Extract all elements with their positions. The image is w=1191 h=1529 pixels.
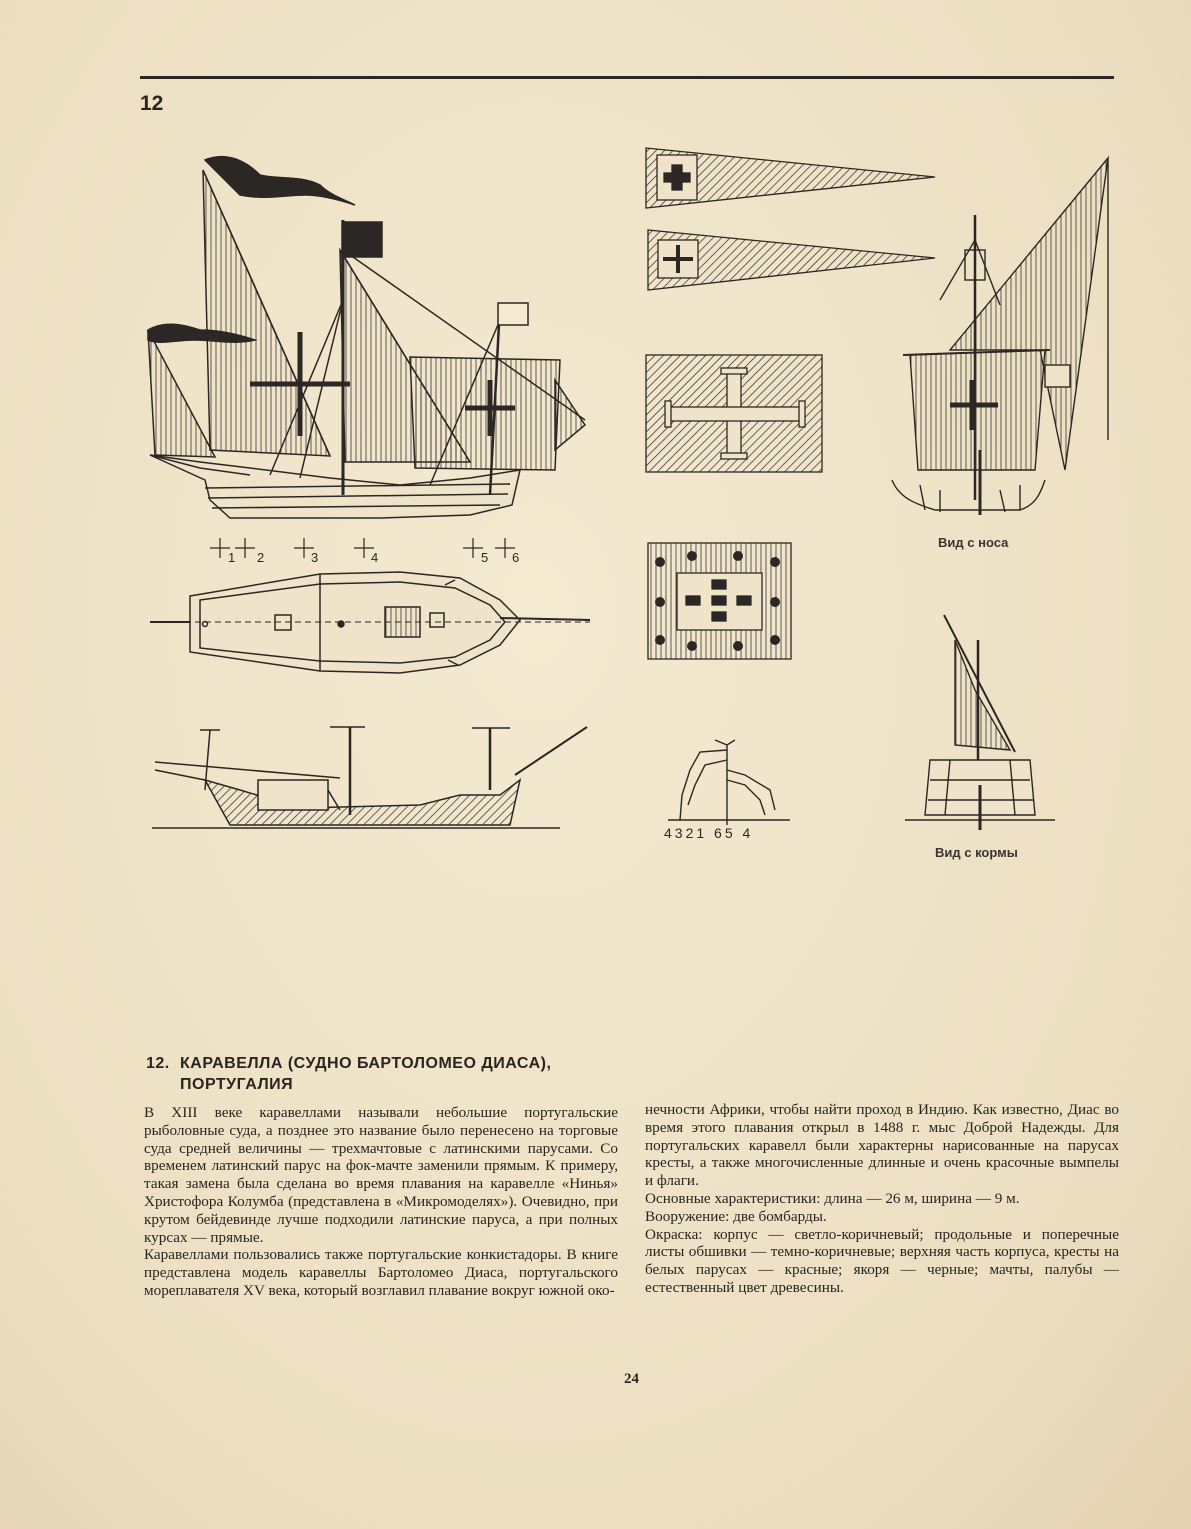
station-label-6: 6 (512, 550, 520, 565)
body-plan-drawing (668, 740, 790, 825)
article-heading (146, 1053, 551, 1095)
longitudinal-section-drawing (152, 727, 587, 828)
stern-view-drawing (905, 615, 1055, 830)
page-number-top: 12 (140, 92, 164, 115)
page-number-bottom: 24 (624, 1371, 639, 1387)
cross-flag-drawing (646, 355, 822, 472)
side-profile-drawing (148, 157, 585, 518)
article-title-line2: ПОРТУГАЛИЯ (180, 1076, 294, 1093)
station-ticks (210, 538, 515, 558)
left-paragraph-2: Каравеллами пользовались также португальские конкистадоры. В книге представлена модель каравеллы Бартоломео Диаса, португальского мореплавателя XV века, который возглавил плавание вокруг южной око- (144, 1246, 618, 1299)
station-label-2: 2 (257, 550, 265, 565)
article-number: 12. (146, 1055, 170, 1072)
deck-plan-drawing (150, 572, 590, 673)
stern-view-caption: Вид с кормы (935, 845, 1018, 860)
main-characteristics: Основные характеристики: длина — 26 м, ширина — 9 м. (645, 1189, 1020, 1207)
bow-view-caption: Вид с носа (938, 535, 1009, 550)
station-label-5: 5 (481, 550, 489, 565)
coloring: Окраска: корпус — светло-коричневый; продольные и поперечные листы обшивки — темно-коричневые; верхняя часть корпуса, кресты на белых парусах — красные; якоря — черные; мачты, палубы — естественный цвет древесины. (645, 1225, 1119, 1296)
right-paragraph-1: нечности Африки, чтобы найти проход в Индию. Как известно, Диас во время этого плавания открыл в 1488 г. мыс Доброй Надежды. Для португальских каравелл были характерны нарисованные на парусах кресты, а также многочисленные длинные и очень красочные вымпелы и флаги. (645, 1101, 1119, 1190)
pennant-1-drawing (646, 148, 935, 208)
left-paragraph-1: В XIII веке каравеллами называли небольшие португальские рыболовные суда, а позднее это название было перенесено на торговые суда средней величины — трехмачтовые с латинскими парусами. Со временем латинский парус на фок-мачте заменили прямым. К примеру, такая замена была сделана во время плавания на каравелле «Нинья» Христофора Колумба (представлена в «Микромоделях»). Очевидно, при крутом бейдевинде лучше подходили латинские паруса, а при полных курсах — прямые. (144, 1104, 618, 1246)
body-plan-station-numbers: 4321 65 4 (664, 825, 754, 841)
armament: Вооружение: две бомбарды. (645, 1207, 827, 1225)
pennant-2-drawing (648, 230, 935, 290)
station-label-4: 4 (371, 550, 379, 565)
left-text-column (144, 1104, 618, 1300)
royal-flag-drawing (648, 543, 791, 659)
station-label-3: 3 (311, 550, 319, 565)
bow-view-drawing (892, 158, 1108, 515)
right-text-column (645, 1101, 1119, 1297)
article-title-line1: КАРАВЕЛЛА (СУДНО БАРТОЛОМЕО ДИАСА), (180, 1055, 552, 1072)
station-label-1: 1 (228, 550, 236, 565)
